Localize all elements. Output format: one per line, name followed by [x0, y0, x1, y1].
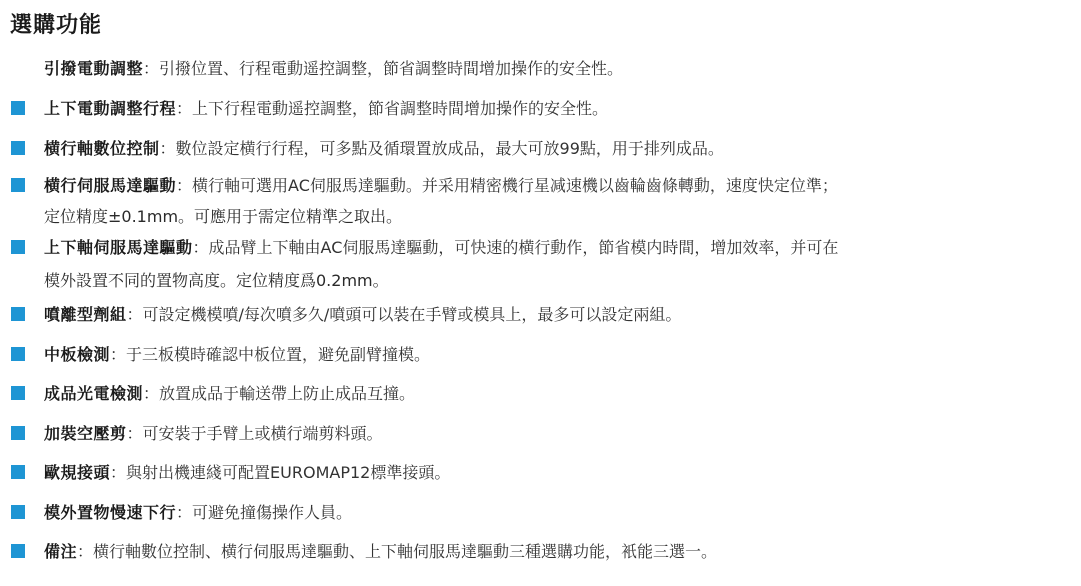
feature-name: 横行伺服馬達驅動: [44, 176, 177, 195]
feature-name: 成品光電檢測: [44, 384, 144, 403]
feature-continuation: 定位精度±0.1mm。可應用于需定位精準之取出。: [44, 207, 403, 226]
square-bullet-icon: [11, 544, 25, 558]
feature-line: [44, 305, 681, 325]
feature-description: 可設定機模噴/每次噴多久/噴頭可以裝在手臂或模具上，最多可以設定兩組。: [142, 305, 682, 324]
feature-description: 引撥位置、行程電動遥控調整，節省調整時間增加操作的安全性。: [159, 59, 624, 78]
feature-description: 放置成品于輸送帶上防止成品互撞。: [159, 384, 416, 403]
square-bullet-icon: [11, 386, 25, 400]
feature-name: 中板檢測: [44, 345, 111, 364]
square-bullet-icon: [11, 240, 25, 254]
feature-description: 與射出機連綫可配置EUROMAP12標準接頭。: [126, 463, 451, 482]
feature-separator: ：: [176, 99, 193, 118]
feature-separator: ：: [110, 345, 127, 364]
feature-name: 上下軸伺服馬達驅動: [44, 238, 193, 257]
square-bullet-icon: [11, 347, 25, 361]
feature-separator: ：: [143, 59, 160, 78]
feature-separator: ：: [77, 542, 94, 561]
feature-line: [44, 59, 623, 79]
feature-name: 上下電動調整行程: [44, 99, 177, 118]
square-bullet-icon: [11, 101, 25, 115]
feature-separator: ：: [176, 503, 193, 522]
feature-line: [44, 503, 352, 523]
feature-description: 于三板模時確認中板位置，避免副臂撞模。: [126, 345, 431, 364]
feature-description: 横行軸數位控制、横行伺服馬達驅動、上下軸伺服馬達驅動三種選購功能，衹能三選一。: [93, 542, 718, 561]
page-title: 選購功能: [10, 13, 103, 38]
square-bullet-icon: [11, 465, 25, 479]
feature-line: [44, 384, 415, 404]
feature-separator: ：: [176, 176, 193, 195]
feature-separator: ：: [110, 463, 127, 482]
feature-separator: ：: [192, 238, 209, 257]
feature-description: 可避免撞傷操作人員。: [192, 503, 353, 522]
feature-description: 成品臂上下軸由AC伺服馬達驅動，可快速的横行動作，節省模内時間，增加效率，并可在: [208, 238, 839, 257]
square-bullet-icon: [11, 178, 25, 192]
feature-line: [44, 542, 717, 562]
feature-line: [44, 176, 838, 196]
feature-description: 數位設定横行行程，可多點及循環置放成品，最大可放99點，用于排列成品。: [175, 139, 724, 158]
feature-name: 噴離型劑組: [44, 305, 127, 324]
feature-line: [44, 345, 430, 365]
square-bullet-icon: [11, 141, 25, 155]
feature-name: 引撥電動調整: [44, 59, 144, 78]
square-bullet-icon: [11, 307, 25, 321]
square-bullet-icon: [11, 426, 25, 440]
feature-name: 横行軸數位控制: [44, 139, 160, 158]
feature-line: [44, 424, 383, 444]
feature-description: 横行軸可選用AC伺服馬達驅動。并采用精密機行星减速機以齒輪齒條轉動，速度快定位準；: [192, 176, 838, 195]
square-bullet-icon: [11, 505, 25, 519]
feature-line: [44, 463, 450, 483]
feature-line: [44, 139, 724, 159]
feature-name: 加裝空壓剪: [44, 424, 127, 443]
feature-separator: ：: [143, 384, 160, 403]
feature-continuation: 模外設置不同的置物高度。定位精度爲0.2mm。: [44, 271, 389, 290]
feature-separator: ：: [126, 424, 143, 443]
feature-name: 備注: [44, 542, 78, 561]
feature-description: 可安裝于手臂上或横行端剪料頭。: [142, 424, 383, 443]
feature-line: [44, 99, 608, 119]
feature-separator: ：: [159, 139, 176, 158]
feature-description: 上下行程電動遥控調整，節省調整時間增加操作的安全性。: [192, 99, 609, 118]
feature-separator: ：: [126, 305, 143, 324]
feature-name: 模外置物慢速下行: [44, 503, 177, 522]
feature-line: [44, 238, 838, 258]
feature-name: 歐規接頭: [44, 463, 111, 482]
